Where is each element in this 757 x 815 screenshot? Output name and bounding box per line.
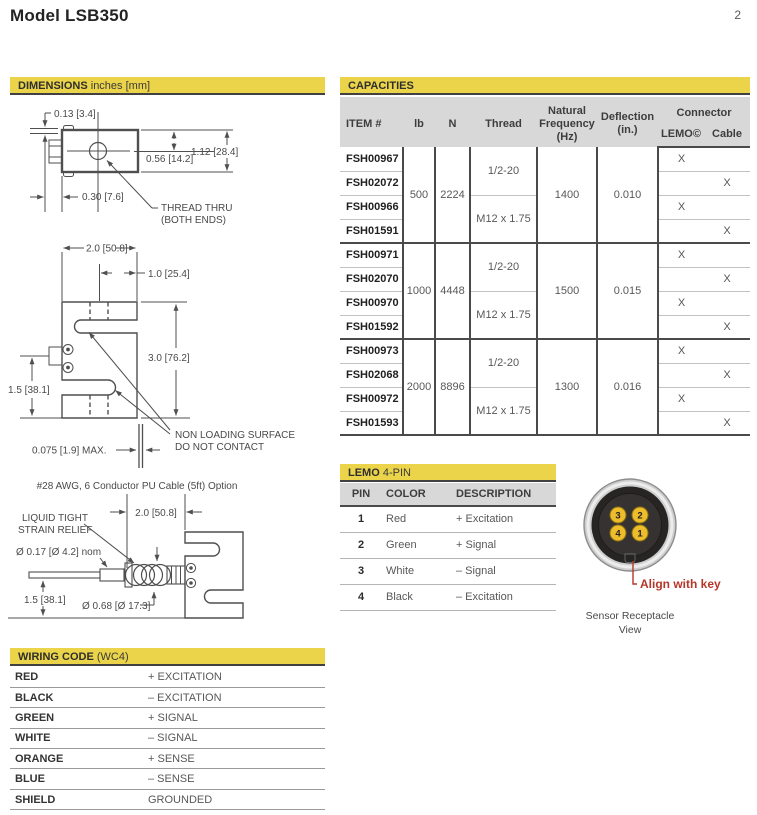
thread-thru-note: THREAD THRU bbox=[161, 203, 233, 214]
cable-option-caption: #28 AWG, 6 Conductor PU Cable (5ft) Option bbox=[36, 481, 238, 492]
item-number: FSH02070 bbox=[340, 267, 403, 291]
col-header-pin: PIN bbox=[340, 483, 382, 506]
dim-label: 1.5 [38.1] bbox=[8, 385, 50, 396]
non-loading-note: NON LOADING SURFACE bbox=[175, 430, 296, 441]
table-row bbox=[10, 687, 325, 707]
page-number: 2 bbox=[734, 8, 741, 22]
pin-number: 4 bbox=[340, 584, 382, 610]
natural-frequency: 1500 bbox=[537, 243, 597, 339]
strain-relief-note: STRAIN RELIEF bbox=[18, 525, 93, 536]
lemo-title: LEMO bbox=[348, 467, 380, 479]
dimensions-title: DIMENSIONS bbox=[18, 80, 88, 92]
wire-color: SHIELD bbox=[10, 789, 148, 809]
wire-description: – Excitation bbox=[452, 584, 556, 610]
item-number: FSH00972 bbox=[340, 387, 403, 411]
wiring-subtitle: (WC4) bbox=[96, 651, 129, 663]
lemo-mark bbox=[658, 315, 704, 339]
wiring-code-table bbox=[10, 667, 325, 810]
capacities-title: CAPACITIES bbox=[348, 80, 414, 92]
lemo-mark bbox=[658, 411, 704, 435]
table-row bbox=[10, 728, 325, 748]
item-number: FSH00967 bbox=[340, 147, 403, 171]
deflection-line2: (in.) bbox=[617, 124, 638, 136]
pin-number: 2 bbox=[340, 532, 382, 558]
cable-mark: X bbox=[704, 267, 750, 291]
lemo-mark: X bbox=[658, 387, 704, 411]
wire-function: – EXCITATION bbox=[148, 687, 325, 707]
wire-color: BLACK bbox=[10, 687, 148, 707]
col-header-cable: Cable bbox=[704, 125, 750, 147]
capacity-n: 2224 bbox=[435, 147, 470, 243]
page-title: Model LSB350 bbox=[10, 6, 129, 25]
table-row bbox=[340, 339, 750, 363]
pin-3 bbox=[610, 507, 626, 523]
deflection: 0.010 bbox=[597, 147, 658, 243]
dim-label: 0.56 [14.2] bbox=[146, 154, 194, 165]
lemo-subtitle: 4-PIN bbox=[382, 467, 411, 479]
capacity-lb: 2000 bbox=[403, 339, 435, 435]
front-view-labels bbox=[8, 244, 295, 457]
cable-mark bbox=[704, 291, 750, 315]
table-row bbox=[10, 789, 325, 809]
cable-mark bbox=[704, 195, 750, 219]
thread-size: 1/2-20 bbox=[470, 339, 537, 387]
dim-label: Ø 0.68 [Ø 17.3] bbox=[82, 601, 151, 612]
item-number: FSH00970 bbox=[340, 291, 403, 315]
thread-size: 1/2-20 bbox=[470, 147, 537, 195]
freq-line1: Natural bbox=[548, 104, 586, 117]
item-number: FSH01592 bbox=[340, 315, 403, 339]
dimension-drawings bbox=[0, 97, 340, 642]
top-view-labels bbox=[54, 109, 238, 226]
col-header-n: N bbox=[435, 97, 470, 147]
wire-color: Black bbox=[382, 584, 452, 610]
lemo-mark bbox=[658, 267, 704, 291]
item-number: FSH00971 bbox=[340, 243, 403, 267]
natural-frequency: 1400 bbox=[537, 147, 597, 243]
table-row bbox=[340, 532, 556, 558]
dim-label: 2.0 [50.8] bbox=[86, 243, 128, 255]
cable-mark: X bbox=[704, 411, 750, 435]
lemo-mark bbox=[658, 363, 704, 387]
lemo-mark: X bbox=[658, 339, 704, 363]
table-row bbox=[10, 749, 325, 769]
lemo-mark: X bbox=[658, 147, 704, 171]
wire-color: GREEN bbox=[10, 708, 148, 728]
cable-mark: X bbox=[704, 363, 750, 387]
table-row bbox=[10, 708, 325, 728]
cable-mark: X bbox=[704, 171, 750, 195]
dim-label: 1.0 [25.4] bbox=[148, 269, 190, 280]
wire-function: + EXCITATION bbox=[148, 667, 325, 687]
item-number: FSH00966 bbox=[340, 195, 403, 219]
col-header-color: COLOR bbox=[382, 483, 452, 506]
non-loading-note: DO NOT CONTACT bbox=[175, 442, 265, 453]
item-number: FSH02072 bbox=[340, 171, 403, 195]
table-row bbox=[10, 667, 325, 687]
cable-mark: X bbox=[704, 219, 750, 243]
thread-thru-note: (BOTH ENDS) bbox=[161, 215, 226, 226]
capacity-lb: 1000 bbox=[403, 243, 435, 339]
col-header-connector: Connector bbox=[658, 97, 750, 125]
wire-function: + SENSE bbox=[148, 749, 325, 769]
wire-description: + Excitation bbox=[452, 506, 556, 532]
wire-color: RED bbox=[10, 667, 148, 687]
wire-color: BLUE bbox=[10, 769, 148, 789]
lemo-mark: X bbox=[658, 243, 704, 267]
col-header-thread: Thread bbox=[470, 97, 537, 147]
table-row bbox=[340, 584, 556, 610]
table-row bbox=[340, 506, 556, 532]
dim-label: Ø 0.17 [Ø 4.2] nom bbox=[16, 547, 102, 558]
thread-size: M12 x 1.75 bbox=[470, 291, 537, 339]
pin-label: 3 bbox=[615, 510, 621, 522]
thread-size: M12 x 1.75 bbox=[470, 387, 537, 435]
col-header-deflection bbox=[597, 97, 658, 147]
capacities-table bbox=[340, 97, 750, 436]
deflection-line1: Deflection bbox=[600, 111, 655, 123]
dimensions-subtitle: inches [mm] bbox=[90, 80, 151, 92]
item-number: FSH00973 bbox=[340, 339, 403, 363]
thread-size: M12 x 1.75 bbox=[470, 195, 537, 243]
col-header-description: DESCRIPTION bbox=[452, 483, 556, 506]
pin-2 bbox=[632, 507, 648, 523]
wire-color: Green bbox=[382, 532, 452, 558]
receptacle-caption: View bbox=[618, 624, 642, 636]
wire-function: GROUNDED bbox=[148, 789, 325, 809]
col-header-lemo: LEMO© bbox=[658, 125, 704, 147]
connector-face bbox=[584, 479, 676, 571]
deflection: 0.016 bbox=[597, 339, 658, 435]
pin-label: 1 bbox=[637, 528, 643, 540]
table-row bbox=[340, 243, 750, 267]
wire-function: – SENSE bbox=[148, 769, 325, 789]
deflection: 0.015 bbox=[597, 243, 658, 339]
capacity-lb: 500 bbox=[403, 147, 435, 243]
lemo-mark bbox=[658, 171, 704, 195]
cable-mark bbox=[704, 339, 750, 363]
lemo-mark: X bbox=[658, 195, 704, 219]
lemo-mark bbox=[658, 219, 704, 243]
col-header-item: ITEM # bbox=[340, 97, 403, 147]
thread-size: 1/2-20 bbox=[470, 243, 537, 291]
dim-label: 3.0 [76.2] bbox=[148, 353, 190, 364]
pin-1 bbox=[632, 525, 648, 541]
wire-color: White bbox=[382, 558, 452, 584]
dim-label: 0.30 [7.6] bbox=[82, 192, 124, 203]
receptacle-caption: Sensor Receptacle bbox=[585, 610, 675, 622]
pin-label: 4 bbox=[615, 528, 621, 540]
lemo-mark: X bbox=[658, 291, 704, 315]
table-row bbox=[340, 147, 750, 171]
dimensions-section-header bbox=[10, 77, 325, 95]
wire-function: + SIGNAL bbox=[148, 708, 325, 728]
table-row bbox=[10, 769, 325, 789]
lemo-section-header bbox=[340, 464, 556, 482]
wire-color: Red bbox=[382, 506, 452, 532]
wiring-title: WIRING CODE bbox=[18, 651, 94, 663]
pin-number: 3 bbox=[340, 558, 382, 584]
pin-4 bbox=[610, 525, 626, 541]
wire-color: ORANGE bbox=[10, 749, 148, 769]
wiring-section-header bbox=[10, 648, 325, 666]
dim-label: 2.0 [50.8] bbox=[135, 508, 177, 519]
item-number: FSH02068 bbox=[340, 363, 403, 387]
col-header-natural-frequency bbox=[537, 97, 597, 147]
sensor-receptacle-diagram bbox=[575, 470, 757, 645]
pin-number: 1 bbox=[340, 506, 382, 532]
dim-label: 0.13 [3.4] bbox=[54, 109, 96, 120]
col-header-lb: lb bbox=[403, 97, 435, 147]
top-view-drawing bbox=[30, 112, 233, 212]
dim-label: 1.12 [28.4] bbox=[191, 147, 239, 158]
cable-mark bbox=[704, 387, 750, 411]
cable-mark bbox=[704, 243, 750, 267]
wire-function: – SIGNAL bbox=[148, 728, 325, 748]
cable-mark: X bbox=[704, 315, 750, 339]
wire-description: + Signal bbox=[452, 532, 556, 558]
capacity-n: 4448 bbox=[435, 243, 470, 339]
lemo-pin-table bbox=[340, 483, 556, 611]
item-number: FSH01593 bbox=[340, 411, 403, 435]
strain-relief-note: LIQUID TIGHT bbox=[22, 513, 88, 524]
table-row bbox=[340, 558, 556, 584]
freq-line3: (Hz) bbox=[556, 130, 578, 143]
capacity-n: 8896 bbox=[435, 339, 470, 435]
item-number: FSH01591 bbox=[340, 219, 403, 243]
cable-mark bbox=[704, 147, 750, 171]
freq-line2: Frequency bbox=[539, 117, 595, 130]
wire-color: WHITE bbox=[10, 728, 148, 748]
wire-description: – Signal bbox=[452, 558, 556, 584]
dim-label: 0.075 [1.9] MAX. bbox=[32, 445, 107, 457]
dim-label: 1.5 [38.1] bbox=[24, 595, 66, 606]
capacities-section-header bbox=[340, 77, 750, 95]
natural-frequency: 1300 bbox=[537, 339, 597, 435]
pin-label: 2 bbox=[637, 510, 643, 522]
align-with-key-note: Align with key bbox=[640, 577, 721, 591]
